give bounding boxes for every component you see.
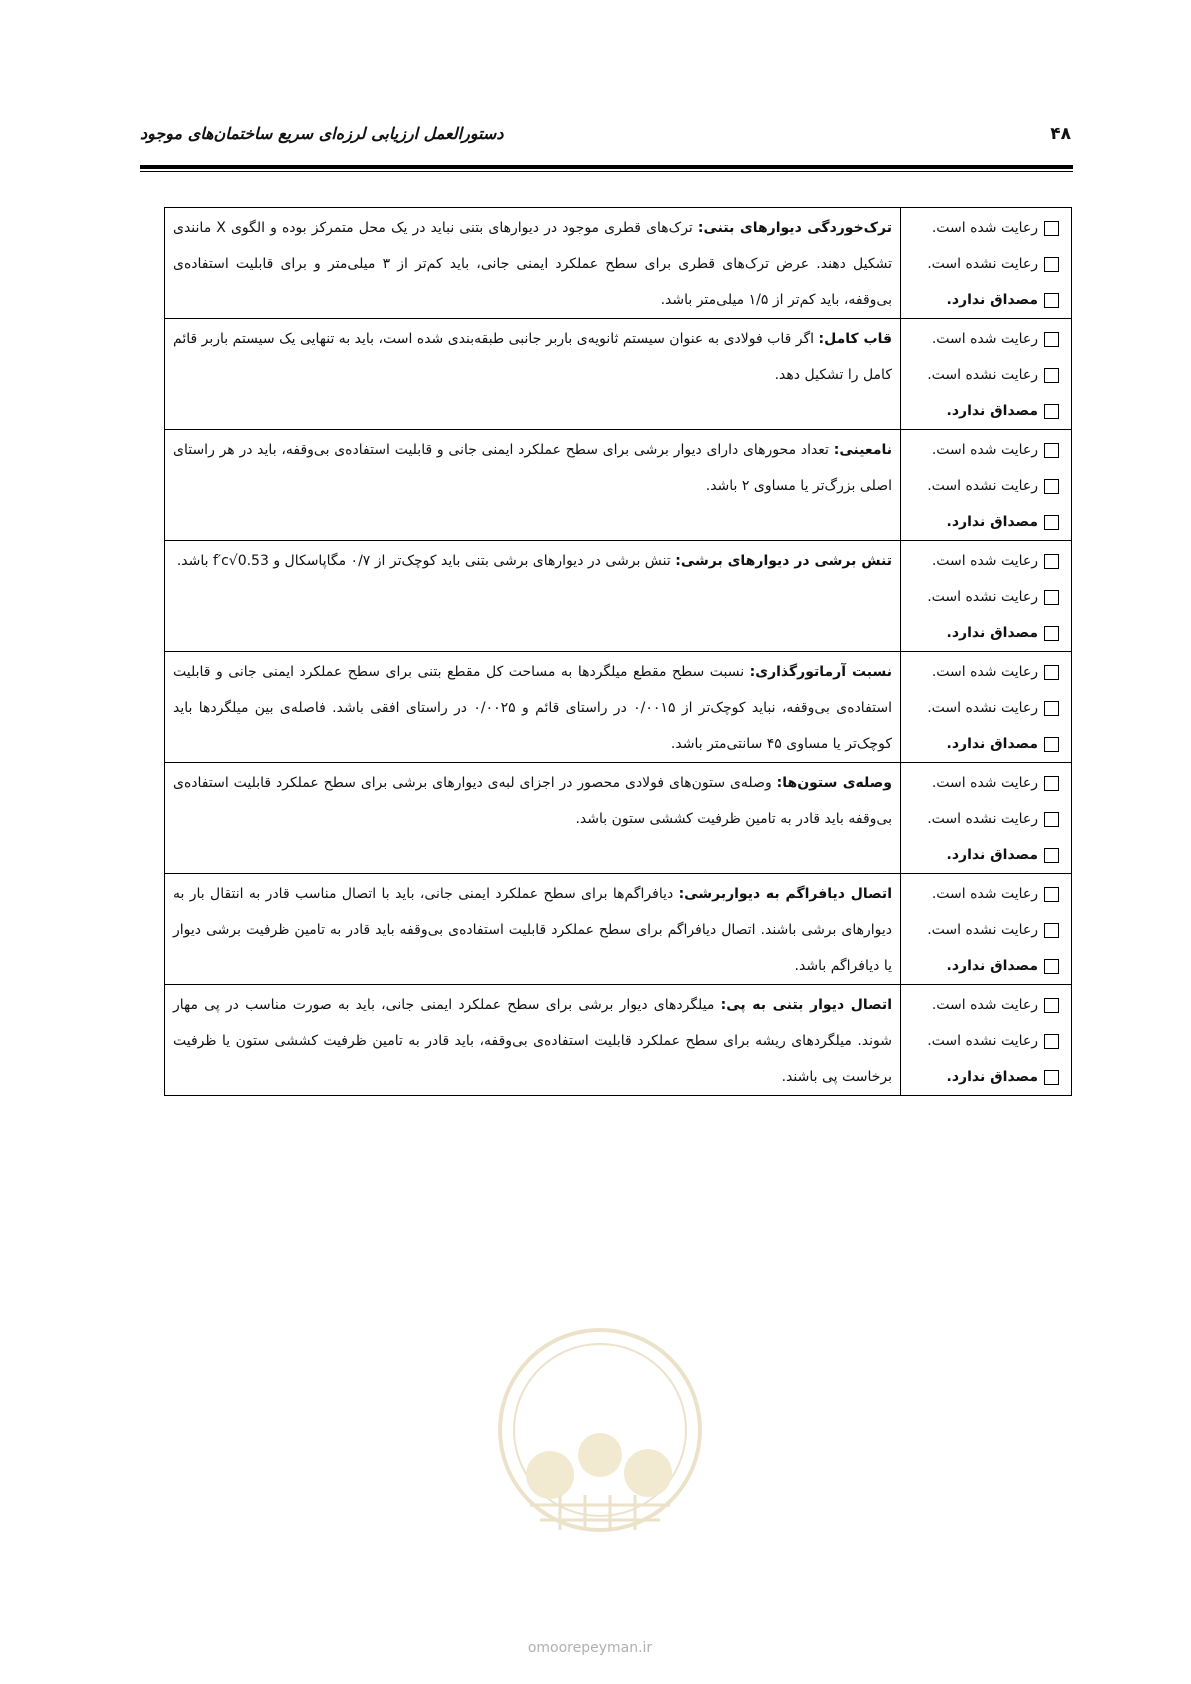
status-options: [901, 763, 1072, 874]
checklist-row: [165, 763, 1072, 874]
criterion-paragraph: [165, 319, 900, 393]
checkbox[interactable]: [1044, 812, 1059, 827]
criterion-cell: [165, 319, 901, 430]
checkbox[interactable]: [1044, 443, 1059, 458]
criterion-title: اتصال دیوار بتنی به پی:: [720, 997, 892, 1013]
checklist-row: [165, 652, 1072, 763]
criterion-text: میلگردهای دیوار برشی برای سطح عملکرد ایمنی جانی، باید به صورت مناسب در پی مهار شوند. میلگردهای ریشه برای سطح عملکرد قابلیت استفاده‌ی بی‌وقفه، باید قادر به تامین ظرفیت کششی ستون یا ظرفیت برخاست پی باشند.: [173, 997, 892, 1085]
header-rule-thin: [140, 171, 1073, 172]
checkbox[interactable]: [1044, 257, 1059, 272]
option-label: رعایت شده است.: [931, 997, 1038, 1013]
checkbox[interactable]: [1044, 221, 1059, 236]
checkbox[interactable]: [1044, 554, 1059, 569]
criterion-paragraph: [165, 652, 900, 762]
checkbox[interactable]: [1044, 923, 1059, 938]
option-label: رعایت نشده است.: [927, 700, 1038, 716]
option-not-complied[interactable]: [901, 468, 1071, 504]
criterion-title: نامعینی:: [833, 442, 892, 458]
criterion-paragraph: [165, 430, 900, 504]
option-label: رعایت نشده است.: [927, 478, 1038, 494]
checkbox[interactable]: [1044, 293, 1059, 308]
criterion-title: تنش برشی در دیوارهای برشی:: [675, 553, 892, 569]
checkbox[interactable]: [1044, 959, 1059, 974]
option-label: رعایت نشده است.: [927, 367, 1038, 383]
criterion-title: وصله‌ی ستون‌ها:: [776, 775, 892, 791]
criterion-text: تنش برشی در دیوارهای برشی بتنی باید کوچک‌تر از ۰/۷ مگاپاسکال و 0.53√f′c باشد.: [176, 553, 676, 569]
status-options: [901, 652, 1072, 763]
option-label: مصداق ندارد.: [946, 958, 1038, 974]
criterion-title: قاب کامل:: [818, 331, 893, 347]
criterion-cell: [165, 430, 901, 541]
option-label: مصداق ندارد.: [946, 625, 1038, 641]
checkbox[interactable]: [1044, 665, 1059, 680]
option-not-applicable[interactable]: [901, 615, 1071, 651]
criterion-paragraph: [165, 874, 900, 984]
checkbox[interactable]: [1044, 1034, 1059, 1049]
criterion-text: تعداد محورهای دارای دیوار برشی برای سطح عملکرد ایمنی جانی و قابلیت استفاده‌ی بی‌وقفه، باید در هر راستای اصلی بزرگ‌تر یا مساوی ۲ باشد.: [173, 442, 892, 494]
checklist-row: [165, 430, 1072, 541]
option-not-applicable[interactable]: [901, 1059, 1071, 1095]
criterion-paragraph: [165, 208, 900, 318]
option-label: رعایت نشده است.: [927, 589, 1038, 605]
criterion-cell: [165, 208, 901, 319]
checklist-row: [165, 874, 1072, 985]
option-not-applicable[interactable]: [901, 282, 1071, 318]
checkbox[interactable]: [1044, 848, 1059, 863]
checklist-row: [165, 208, 1072, 319]
criterion-cell: [165, 541, 901, 652]
option-complied[interactable]: [901, 654, 1071, 690]
option-not-applicable[interactable]: [901, 393, 1071, 429]
criterion-cell: [165, 652, 901, 763]
option-not-complied[interactable]: [901, 357, 1071, 393]
status-options: [901, 208, 1072, 319]
checkbox[interactable]: [1044, 626, 1059, 641]
option-label: رعایت نشده است.: [927, 1033, 1038, 1049]
option-not-applicable[interactable]: [901, 948, 1071, 984]
criterion-title: ترک‌خوردگی دیوارهای بتنی:: [697, 220, 892, 236]
watermark-site: omoorepeyman.ir: [527, 1640, 653, 1656]
checkbox[interactable]: [1044, 887, 1059, 902]
checklist-row: [165, 319, 1072, 430]
option-label: رعایت شده است.: [931, 553, 1038, 569]
option-label: رعایت نشده است.: [927, 256, 1038, 272]
checkbox[interactable]: [1044, 404, 1059, 419]
option-complied[interactable]: [901, 432, 1071, 468]
status-options: [901, 541, 1072, 652]
option-not-applicable[interactable]: [901, 504, 1071, 540]
option-not-complied[interactable]: [901, 246, 1071, 282]
option-label: مصداق ندارد.: [946, 514, 1038, 530]
option-label: رعایت شده است.: [931, 331, 1038, 347]
checkbox[interactable]: [1044, 479, 1059, 494]
status-options: [901, 874, 1072, 985]
checklist-row: [165, 985, 1072, 1096]
criterion-cell: [165, 874, 901, 985]
option-label: رعایت شده است.: [931, 886, 1038, 902]
page-number: ۴۸: [1050, 124, 1071, 144]
option-label: مصداق ندارد.: [946, 1069, 1038, 1085]
option-not-complied[interactable]: [901, 1023, 1071, 1059]
checkbox[interactable]: [1044, 332, 1059, 347]
option-not-applicable[interactable]: [901, 726, 1071, 762]
criterion-paragraph: [165, 763, 900, 837]
checkbox[interactable]: [1044, 776, 1059, 791]
checkbox[interactable]: [1044, 701, 1059, 716]
checklist-row: [165, 541, 1072, 652]
option-label: مصداق ندارد.: [946, 403, 1038, 419]
criterion-text: نسبت سطح مقطع میلگردها به مساحت کل مقطع بتنی برای سطح عملکرد ایمنی جانی و قابلیت استفاده‌ی بی‌وقفه، نباید کوچک‌تر از ۰/۰۰۱۵ در راستای قائم و ۰/۰۰۲۵ در راستای افقی باشد. فاصله‌ی بین میلگردها باید کوچک‌تر یا مساوی ۴۵ سانتی‌متر باشد.: [173, 664, 892, 752]
option-complied[interactable]: [901, 321, 1071, 357]
option-label: رعایت شده است.: [931, 220, 1038, 236]
checkbox[interactable]: [1044, 515, 1059, 530]
option-label: رعایت نشده است.: [927, 811, 1038, 827]
checklist-table: [164, 207, 1072, 1096]
criterion-title: نسبت آرماتورگذاری:: [749, 664, 892, 680]
status-options: [901, 985, 1072, 1096]
checkbox[interactable]: [1044, 368, 1059, 383]
criterion-cell: [165, 763, 901, 874]
criterion-paragraph: [165, 985, 900, 1095]
option-label: مصداق ندارد.: [946, 292, 1038, 308]
option-not-complied[interactable]: [901, 801, 1071, 837]
option-label: رعایت شده است.: [931, 664, 1038, 680]
option-label: رعایت نشده است.: [927, 922, 1038, 938]
status-options: [901, 430, 1072, 541]
option-complied[interactable]: [901, 987, 1071, 1023]
running-title: دستورالعمل ارزیابی لرزه‌ای سریع ساختمان‌های موجود: [140, 124, 504, 143]
option-complied[interactable]: [901, 543, 1071, 579]
criterion-text: ترک‌های قطری موجود در دیوارهای بتنی نباید در یک محل متمرکز بوده و الگوی X مانندی تشکیل دهند. عرض ترک‌های قطری برای سطح عملکرد ایمنی جانی، باید کم‌تر از ۳ میلی‌متر و برای قابلیت استفاده‌ی بی‌وقفه، باید کم‌تر از ۱/۵ میلی‌متر باشد.: [173, 220, 892, 308]
option-complied[interactable]: [901, 876, 1071, 912]
option-complied[interactable]: [901, 765, 1071, 801]
status-options: [901, 319, 1072, 430]
option-label: مصداق ندارد.: [946, 736, 1038, 752]
option-not-complied[interactable]: [901, 579, 1071, 615]
criterion-text: وصله‌ی ستون‌های فولادی محصور در اجزای لبه‌ی دیوارهای برشی برای سطح عملکرد قابلیت استفاده‌ی بی‌وقفه باید قادر به تامین ظرفیت کششی ستون باشد.: [173, 775, 892, 827]
criterion-cell: [165, 985, 901, 1096]
checkbox[interactable]: [1044, 1070, 1059, 1085]
criterion-paragraph: [165, 541, 900, 579]
option-not-complied[interactable]: [901, 912, 1071, 948]
option-complied[interactable]: [901, 210, 1071, 246]
option-label: مصداق ندارد.: [946, 847, 1038, 863]
page-header: [140, 124, 1071, 152]
checkbox[interactable]: [1044, 737, 1059, 752]
watermark-logo: [490, 1315, 710, 1555]
checkbox[interactable]: [1044, 590, 1059, 605]
option-not-applicable[interactable]: [901, 837, 1071, 873]
criterion-text: دیافراگم‌ها برای سطح عملکرد ایمنی جانی، باید با اتصال مناسب قادر به انتقال بار به دیوارهای برشی باشند. اتصال دیافراگم برای سطح عملکرد قابلیت استفاده‌ی بی‌وقفه باید قادر به تامین ظرفیت برشی دیوار یا دیافراگم باشد.: [173, 886, 892, 974]
option-label: رعایت شده است.: [931, 442, 1038, 458]
header-rule-thick: [140, 165, 1073, 169]
option-label: رعایت شده است.: [931, 775, 1038, 791]
option-not-complied[interactable]: [901, 690, 1071, 726]
checkbox[interactable]: [1044, 998, 1059, 1013]
criterion-title: اتصال دیافراگم به دیواربرشی:: [678, 886, 892, 902]
criterion-text: اگر قاب فولادی به عنوان سیستم ثانویه‌ی باربر جانبی طبقه‌بندی شده است، باید به تنهایی یک سیستم باربر قائم کامل را تشکیل دهد.: [173, 331, 892, 383]
